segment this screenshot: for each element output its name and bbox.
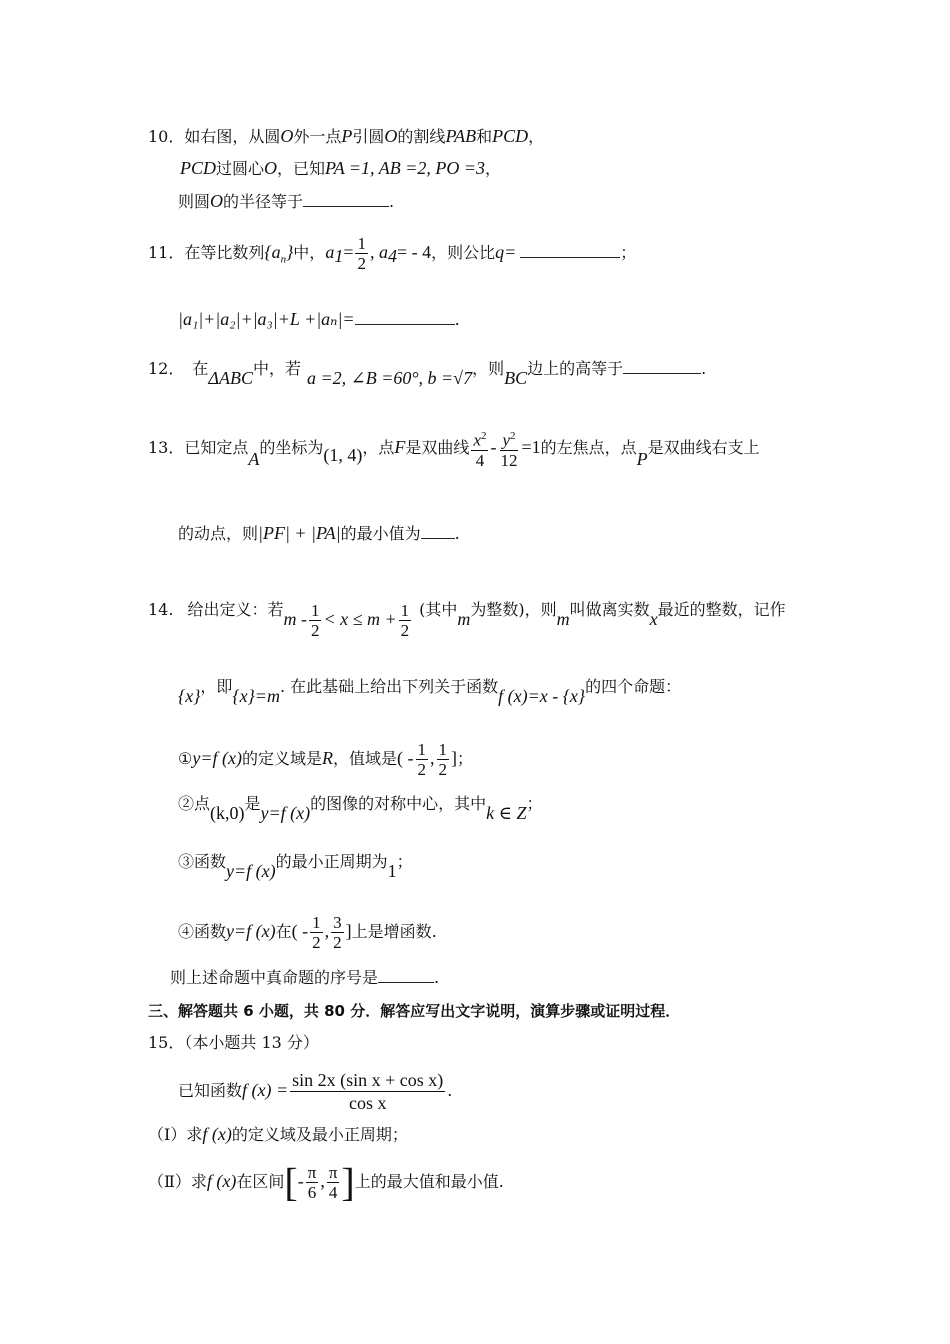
q14-text: 的定义域是: [241, 749, 322, 768]
q15-header: 15．（本小题共 13 分）: [148, 1033, 319, 1052]
q15-part1: [148, 1123, 408, 1146]
q15-text: 上的最大值和最小值.: [354, 1172, 504, 1191]
q11-sequence: [264, 242, 294, 266]
q14-prop2-func: y=f (x): [260, 803, 311, 823]
q15-pi-6-den: 6: [307, 1183, 317, 1202]
q12-text: 边上的高等于: [527, 359, 624, 378]
q13-point-p: P: [636, 449, 648, 469]
q14-line1: [148, 585, 786, 640]
q15-pi-4-den: 4: [328, 1183, 338, 1202]
q15-given: [178, 1068, 452, 1114]
q11-seq-a: {a: [264, 242, 281, 262]
q10-circle-o: O: [384, 126, 398, 146]
q14-text: ；: [526, 794, 543, 813]
q14-text: ，即: [200, 677, 233, 696]
q13-coordinate: (1, 4): [323, 445, 363, 465]
q15-minus: -: [297, 1171, 304, 1191]
q13-text: 已知定点: [184, 438, 249, 457]
q15-fx: f (x): [206, 1171, 237, 1191]
q10-text: 过圆心: [216, 159, 265, 178]
q13-y-den: 12: [500, 450, 518, 470]
q13-x-var: x: [473, 430, 481, 450]
q13-text: 的坐标为: [259, 438, 324, 457]
q14-text: 是: [244, 794, 261, 813]
q14-prop3-period: 1: [387, 861, 397, 881]
q14-prop1-half-a: [416, 740, 429, 779]
q14-prop1-close: ]: [451, 748, 457, 768]
q14-answer-blank: [378, 966, 434, 983]
q11-a1: a: [325, 242, 335, 262]
q10-text: ，: [484, 159, 501, 178]
q11-sum-expression: |a₁|+|a₂|+|a₃|+L +|aₙ|=: [178, 309, 355, 329]
q14-definition: {x}=m: [232, 686, 280, 706]
q14-m: m: [457, 609, 471, 629]
q15-pi-4: [327, 1163, 340, 1202]
q10-secant-pcd: PCD: [180, 158, 216, 178]
q14-half-1: [309, 601, 322, 640]
q14-text: .: [434, 968, 440, 987]
q14-prop1-open: ( -: [397, 748, 414, 768]
q14-text: 的最小正周期为: [275, 852, 388, 871]
q10-text: 引圆: [352, 127, 385, 146]
q14-prop4-frac-a-den: 2: [312, 933, 321, 952]
q10-circle-o: O: [280, 126, 294, 146]
q11-half-num: 1: [357, 234, 366, 253]
q13-text: .: [454, 524, 460, 543]
q10-text: ，: [528, 127, 545, 146]
q14-text: 则上述命题中真命题的序号是: [170, 968, 379, 987]
q14-text: 的图像的对称中心，其中: [310, 794, 487, 813]
q13-text: 是双曲线: [405, 438, 470, 457]
q10-text: .: [389, 192, 395, 211]
q11-text: ，则公比: [431, 243, 496, 262]
q10-text: 的半径等于: [223, 192, 304, 211]
q14-prop4-frac-a-num: 1: [312, 913, 321, 932]
q14-prop4-frac-b: [331, 913, 344, 952]
q10-number: 10．: [148, 127, 185, 146]
q10-text: 则圆: [178, 192, 211, 211]
q15-text: （Ⅰ）求: [148, 1125, 203, 1144]
q13-text: 的动点，则: [178, 524, 259, 543]
q11-answer-blank-2: [355, 314, 455, 325]
q13-y-fraction: [498, 427, 519, 470]
q11-text: 中，: [293, 243, 326, 262]
q13-y-num: $y^2$: [500, 427, 517, 451]
section-3-title: 三、解答题共 6 小题，共 80 分．解答应写出文字说明，演算步骤或证明过程．: [148, 1002, 681, 1020]
q10-line2: [180, 157, 501, 180]
q15-fx: f (x) =: [242, 1080, 289, 1100]
q14-half-1-den: 2: [310, 621, 320, 640]
q13-y-var: y: [502, 430, 510, 450]
q11-ratio-q: q=: [495, 242, 517, 262]
q14-line2: [178, 675, 682, 706]
q15-text: （Ⅱ）求: [148, 1172, 207, 1191]
q15-numerator: sin 2x (sin x + cos x): [292, 1070, 444, 1090]
q10-given-values: PA =1, AB =2, PO =3: [325, 158, 485, 178]
q12-answer-blank: [623, 357, 701, 374]
q14-prop3-num: ③函数: [178, 852, 227, 871]
q14-prop4-func: y=f (x): [226, 921, 276, 941]
q11-number: 11．: [148, 243, 185, 262]
q13-text: 是双曲线右支上: [647, 438, 760, 457]
q13-x-fraction: [471, 427, 488, 470]
q14-half-1-num: 1: [310, 601, 320, 620]
q14-braces-x: {x}: [178, 686, 201, 706]
q14-number: 14.: [148, 600, 174, 619]
q12-text: .: [701, 359, 707, 378]
q14-function: f (x)=x - {x}: [498, 686, 586, 706]
q13-eq: =1: [521, 437, 541, 457]
q14-prop4-frac-b-num: 3: [333, 913, 342, 932]
q14-text: ，值域是: [332, 749, 397, 768]
q14-prop2-k: k ∈ Z: [486, 803, 527, 823]
q11-half-fraction: [355, 234, 368, 273]
q14-prop2: [178, 792, 543, 823]
q11-seq-sub: n: [280, 253, 287, 266]
q12-conditions: a =2, ∠B =60°, b =√7: [306, 368, 473, 388]
q11-line1: [148, 232, 636, 280]
q15-pi-6-num: π: [307, 1163, 317, 1182]
q14-prop1-num: ①: [178, 749, 193, 768]
q11-text: .: [454, 310, 460, 329]
q12-triangle: ΔABC: [208, 368, 253, 388]
q14-text: 给出定义：若: [187, 600, 284, 619]
q11-text: ；: [620, 243, 637, 262]
q12-text: 在: [192, 359, 209, 378]
q14-prop1: [178, 735, 473, 782]
q15-left-bracket: [: [284, 1159, 298, 1205]
q10-circle-o: O: [210, 191, 224, 211]
q14-prop1-r: R: [321, 748, 333, 768]
q15-fx: f (x): [202, 1124, 232, 1144]
q11-a4-value: = - 4: [396, 242, 432, 262]
q13-x-num: $x^2$: [471, 427, 488, 451]
q14-prop4: [178, 908, 437, 955]
q12-side-bc: BC: [504, 368, 528, 388]
q13-line1: [148, 425, 760, 470]
q14-prop4-comma: ,: [324, 921, 330, 941]
q12-text: ，则: [472, 359, 505, 378]
q15-text: .: [447, 1081, 453, 1100]
q15-pi-6: [306, 1163, 319, 1202]
q15-part2: [148, 1158, 504, 1205]
q13-expression: |PF| + |PA|: [258, 523, 341, 543]
q13-x-den: 4: [475, 450, 485, 470]
q11-eq: =: [343, 242, 354, 262]
q14-prop1-half-b: [437, 740, 450, 779]
q14-last: [170, 966, 439, 989]
q11-answer-blank-1: [520, 241, 620, 258]
q12-number: 12．: [148, 359, 185, 378]
q14-text: 叫做离实数: [569, 600, 650, 619]
q13-line2: [178, 522, 460, 545]
q14-m: m: [556, 609, 570, 629]
q14-prop4-num: ④函数: [178, 922, 227, 941]
q14-prop2-point: (k,0): [210, 803, 245, 823]
q11-seq-close: }: [286, 242, 294, 262]
q14-prop2-num: ②点: [178, 794, 211, 813]
q15-comma: ,: [320, 1171, 325, 1191]
q10-text: 和: [476, 127, 493, 146]
q15-right-bracket: ]: [341, 1159, 355, 1205]
q13-text: 的最小值为: [340, 524, 421, 543]
q14-text: 上是增函数.: [351, 922, 437, 941]
q13-point-f: F: [394, 437, 406, 457]
q14-prop4-open: ( -: [291, 921, 309, 941]
q10-text: 的割线: [397, 127, 446, 146]
q14-text: 在: [275, 922, 292, 941]
q14-text: 最近的整数，记作: [657, 600, 786, 619]
q14-prop4-close: ]: [345, 921, 352, 941]
q13-text: ，点: [362, 438, 395, 457]
q15-text: 在区间: [236, 1172, 285, 1191]
q14-text: (其中: [419, 600, 458, 619]
q14-half-2-num: 1: [400, 601, 410, 620]
q15-text: 的定义域及最小正周期；: [231, 1125, 408, 1144]
q10-secant-pab: PAB: [445, 126, 477, 146]
q10-text: 外一点: [293, 127, 342, 146]
q14-prop1-half-a-num: 1: [417, 740, 426, 759]
q15-fraction: [290, 1069, 445, 1114]
q14-prop1-half-b-num: 1: [438, 740, 447, 759]
q13-text: 的左焦点，点: [540, 438, 637, 457]
q12-line: [148, 357, 707, 388]
q11-text: 在等比数列: [184, 243, 265, 262]
q14-prop1-comma: ,: [430, 748, 435, 768]
q13-point-a: A: [248, 449, 260, 469]
q11-a4: , a: [369, 242, 388, 262]
q14-prop1-half-b-den: 2: [438, 760, 447, 779]
q14-prop4-frac-a: [310, 913, 323, 952]
q11-a1-sub: 1: [334, 246, 344, 267]
q14-half-2-den: 2: [400, 621, 410, 640]
q14-x: x: [649, 609, 658, 629]
q10-text: ，已知: [277, 159, 326, 178]
q15-text: 已知函数: [178, 1081, 243, 1100]
q10-line3: [178, 190, 394, 213]
q14-prop1-half-a-den: 2: [417, 760, 426, 779]
q14-text: ；: [396, 852, 413, 871]
q13-answer-blank: [421, 522, 455, 539]
q14-prop3-func: y=f (x): [226, 861, 276, 881]
q14-m-minus: m -: [283, 609, 307, 629]
q11-half-den: 2: [357, 254, 366, 273]
q14-text: ；: [457, 749, 474, 768]
q14-text: . 在此基础上给出下列关于函数: [279, 677, 499, 696]
q13-number: 13．: [148, 438, 185, 457]
q10-line1: [148, 125, 544, 148]
q14-prop4-frac-b-den: 2: [333, 933, 342, 952]
q15-denominator: cos x: [348, 1093, 387, 1113]
q12-text: 中，若: [252, 359, 301, 378]
q13-minus: -: [490, 437, 497, 457]
q11-line2: [178, 308, 460, 331]
q11-a4-sub: 4: [387, 246, 397, 267]
q10-text: 如右图，从圆: [184, 127, 281, 146]
q14-prop3: [178, 850, 413, 881]
q14-inequality: < x ≤ m +: [323, 609, 397, 629]
q10-circle-o: O: [264, 158, 278, 178]
q14-half-2: [399, 601, 412, 640]
q10-point-p: P: [341, 126, 353, 146]
q14-text: 为整数)，则: [470, 600, 557, 619]
q10-secant-pcd: PCD: [492, 126, 529, 146]
q10-answer-blank: [303, 190, 389, 207]
q14-text: 的四个命题：: [585, 677, 682, 696]
q14-prop1-func: y=f (x): [192, 748, 242, 768]
q15-pi-4-num: π: [328, 1163, 338, 1182]
